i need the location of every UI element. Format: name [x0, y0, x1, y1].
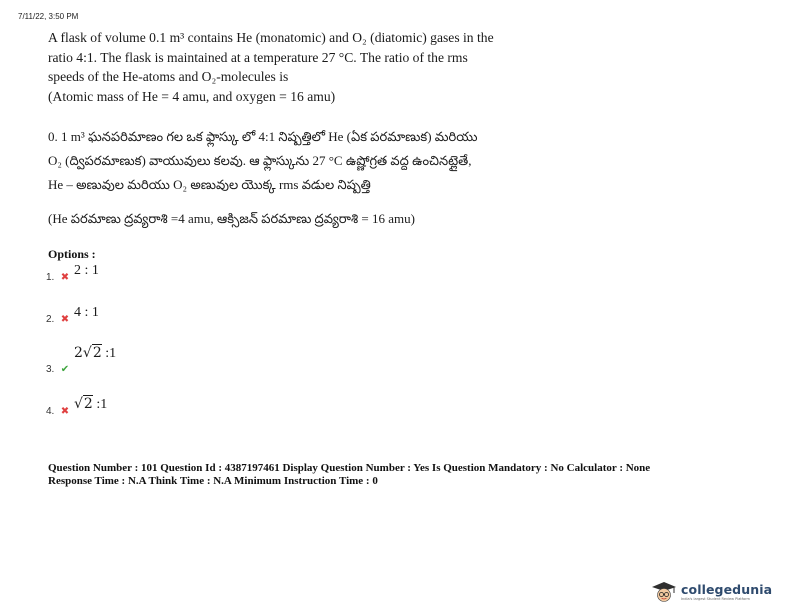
telugu-line: O₂ (ద్విపరమాణుక) వాయువులు కలవు. ఆ ఫ్లాస్కును 27 °C ఉష్ణోగ్రత వద్ద ఉంచినట్లైతే,: [48, 153, 472, 168]
collegedunia-logo: [650, 580, 772, 604]
option-math: 2√2: [74, 345, 102, 361]
option-number: 1.: [46, 272, 55, 283]
graduate-mascot-icon: [650, 580, 678, 604]
telugu-line: 0. 1 m³ ఘనపరిమాణం గల ఒక ఫ్లాస్కు లో 4:1 నిష్పత్తిలో He (ఏక పరమాణుక) మరియు: [48, 129, 478, 144]
coefficient: 2: [74, 345, 83, 361]
option-number: 4.: [46, 406, 55, 417]
option-number: 3.: [46, 364, 55, 375]
cross-icon: ✖: [60, 406, 70, 417]
question-metadata: [48, 462, 650, 488]
options-label: Options :: [48, 247, 96, 261]
option-4[interactable]: [46, 398, 107, 418]
cross-icon: ✖: [60, 314, 70, 325]
option-3[interactable]: [46, 345, 117, 376]
cross-icon: ✖: [60, 272, 70, 283]
metadata-line-1: Question Number : 101 Question Id : 4387197461 Display Question Number : Yes Is Question Mandatory : No Calculator : None: [48, 462, 651, 474]
logo-tagline: India's largest Student Review Platform: [681, 596, 750, 601]
check-icon: ✔: [60, 364, 70, 375]
option-number: 2.: [46, 314, 55, 325]
logo-name: collegedunia: [681, 581, 773, 597]
telugu-line: He – అణువుల మరియు O₂ అణువుల యొక్క rms వడుల నిష్పత్తి: [48, 177, 371, 192]
telugu-note: (He పరమాణు ద్రవ్యరాశి =4 amu, ఆక్సిజన్ పరమాణు ద్రవ్యరాశి = 16 amu): [48, 211, 415, 226]
question-english: [48, 28, 588, 106]
question-line: speeds of the He-atoms and O₂-molecules is: [48, 69, 289, 85]
radicand: 2: [83, 396, 93, 412]
radicand: 2: [92, 345, 102, 361]
option-2[interactable]: [46, 306, 99, 326]
option-text: [74, 345, 116, 362]
question-line: ratio 4:1. The flask is maintained at a temperature 27 °C. The ratio of the rms: [48, 49, 468, 65]
option-text: [74, 396, 107, 413]
option-text: 2 : 1: [74, 263, 99, 278]
option-text: 4 : 1: [74, 305, 99, 320]
option-1[interactable]: [46, 264, 99, 284]
print-timestamp: 7/11/22, 3:50 PM: [18, 12, 79, 21]
option-math: √2: [74, 396, 93, 412]
ratio: :1: [101, 346, 117, 361]
metadata-line-2: Response Time : N.A Think Time : N.A Minimum Instruction Time : 0: [48, 475, 378, 487]
question-line: (Atomic mass of He = 4 amu, and oxygen = 16 amu): [48, 88, 336, 104]
question-line: A flask of volume 0.1 m³ contains He (monatomic) and O₂ (diatomic) gases in the: [48, 30, 494, 45]
ratio: :1: [92, 397, 108, 412]
question-telugu: [48, 125, 608, 231]
